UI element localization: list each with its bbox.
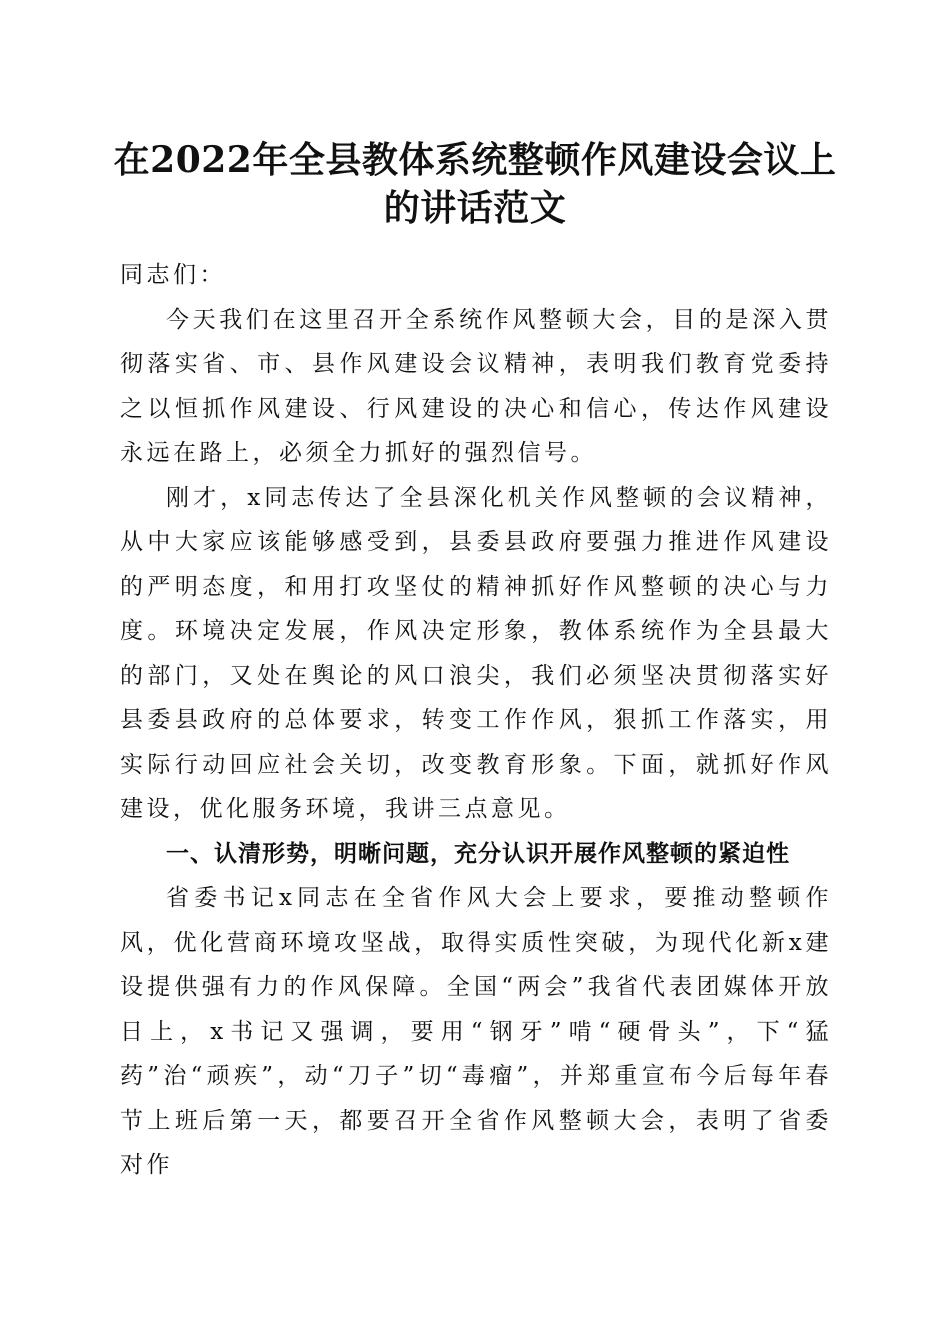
document-title [100, 136, 850, 232]
title-line-1: 在2022年全县教体系统整顿作风建设会议上 [113, 139, 837, 181]
document-body [120, 253, 832, 1188]
salutation: 同志们： [120, 262, 226, 288]
paragraph-context: 刚才，x同志传达了全县深化机关作风整顿的会议精神，从中大家应该能够感受到，县委县政府要强力推进作风建设的严明态度，和用打攻坚仗的精神抓好作风整顿的决心与力度。环境决定发展，作风决定形象，教体系统作为全县最大的部门，又处在舆论的风口浪尖，我们必须坚决贯彻落实好县委县政府的总体要求，转变工作作风，狠抓工作落实，用实际行动回应社会关切，改变教育形象。下面，就抓好作风建设，优化服务环境，我讲三点意见。 [120, 484, 832, 822]
title-line-2: 的讲话范文 [383, 187, 567, 229]
paragraph-opening: 今天我们在这里召开全系统作风整顿大会，目的是深入贯彻落实省、市、县作风建设会议精神，表明我们教育党委持之以恒抓作风建设、行风建设的决心和信心，传达作风建设永远在路上，必须全力抓好的强烈信号。 [120, 306, 832, 466]
section-heading-1: 一、认清形势，明晰问题，充分认识开展作风整顿的紧迫性 [166, 840, 790, 867]
paragraph-section-1: 省委书记x同志在全省作风大会上要求，要推动整顿作风，优化营商环境攻坚战，取得实质性突破，为现代化新x建设提供强有力的作风保障。全国“两会”我省代表团媒体开放日上，x书记又强调，要用“钢牙”啃“硬骨头”，下“猛药”治“顽疾”，动“刀子”切“毒瘤”，并郑重宣布今后每年春节上班后第一天，都要召开全省作风整顿大会，表明了省委对作 [120, 885, 832, 1178]
